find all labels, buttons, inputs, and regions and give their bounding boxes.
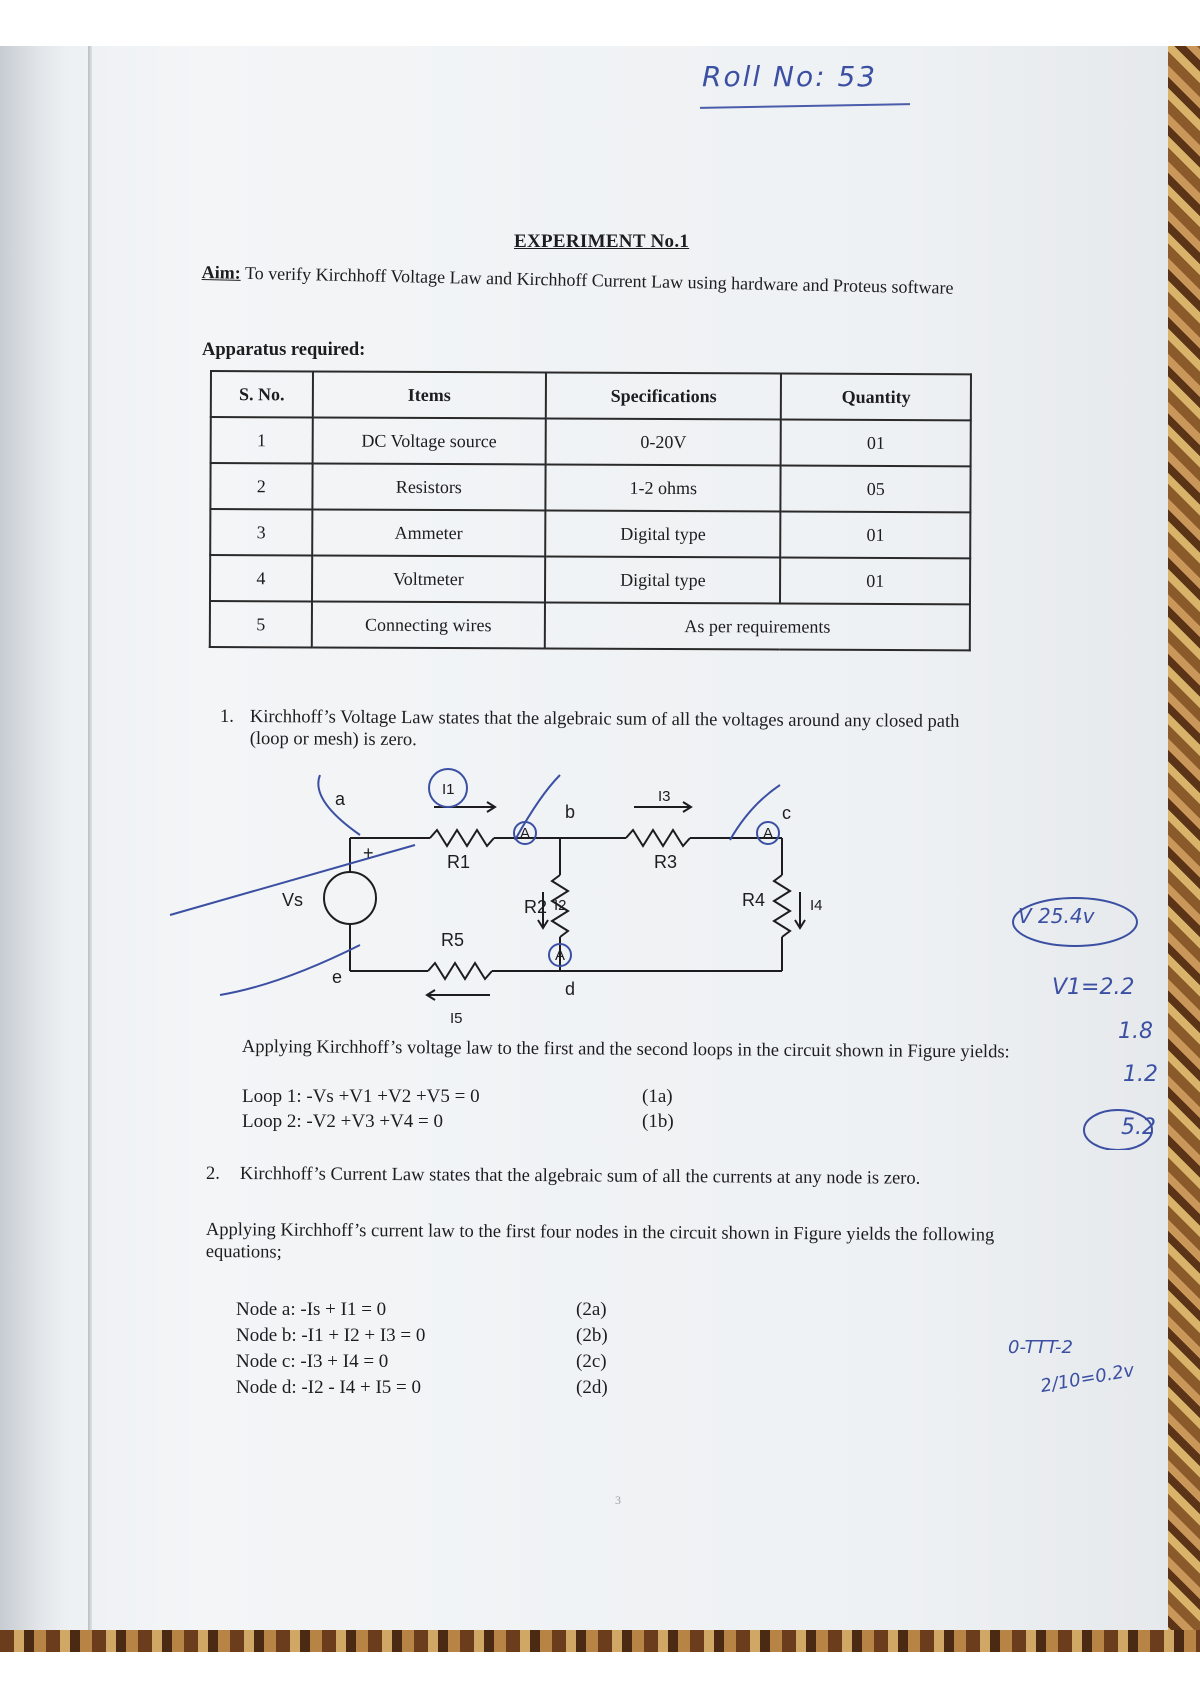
r1-label: R1 <box>447 852 471 872</box>
table-cell: 01 <box>780 557 970 604</box>
node-c-number: (2c) <box>576 1351 607 1372</box>
handwritten-note-vs: V 25.4v <box>1018 904 1095 928</box>
resistor-r1-symbol <box>430 830 494 846</box>
ammeter-label-3: A <box>763 825 774 842</box>
kvl-statement: Kirchhoff’s Voltage Law states that the algebraic sum of all the voltages around any closed path (loop or mesh) is zero. <box>249 707 960 751</box>
current-i4-label: I4 <box>810 897 823 914</box>
table-row <box>210 463 970 512</box>
table-cell: DC Voltage source <box>312 417 546 464</box>
table-cell: 01 <box>781 511 971 558</box>
table-cell: 05 <box>781 465 971 512</box>
table-row <box>210 555 970 604</box>
table-cell: 0-20V <box>546 418 782 465</box>
current-i3-label: I3 <box>658 788 671 805</box>
loop2-number: (1b) <box>642 1111 674 1132</box>
node-b-number: (2b) <box>576 1325 608 1346</box>
handwritten-note-v1: V1=2.2 <box>1052 975 1135 1000</box>
kvl-number: 1. <box>220 707 234 727</box>
table-row <box>210 601 970 650</box>
node-b-equation: Node b: -I1 + I2 + I3 = 0 <box>236 1325 426 1346</box>
table-cell: 4 <box>210 555 312 601</box>
resistor-r3-symbol <box>626 830 690 846</box>
carpet-background-bottom <box>0 1630 1200 1652</box>
handwritten-note-ratio: 2/10=0.2v <box>1038 1359 1136 1398</box>
source-plus-label: + <box>363 843 374 863</box>
current-i2-label: I2 <box>554 897 567 914</box>
handwritten-circle-v5 <box>1084 1110 1152 1150</box>
kcl-number: 2. <box>206 1164 220 1184</box>
node-a-label: a <box>335 789 346 809</box>
current-i5-label: I5 <box>450 1010 463 1027</box>
aim-text: To verify Kirchhoff Voltage Law and Kirchhoff Current Law using hardware and Proteus software <box>240 262 954 298</box>
node-e-label: e <box>332 967 343 987</box>
node-d-number: (2d) <box>576 1377 608 1398</box>
node-c-label: c <box>782 803 791 823</box>
r3-label: R3 <box>654 852 678 872</box>
table-cell: 1 <box>211 417 313 463</box>
node-a-equation: Node a: -Is + I1 = 0 <box>236 1299 387 1320</box>
node-a-number: (2a) <box>576 1299 607 1320</box>
node-d-label: d <box>565 979 576 999</box>
table-cell: 01 <box>781 419 971 466</box>
handwritten-note-v5: 5.2 <box>1121 1115 1156 1140</box>
r4-label: R4 <box>742 890 766 910</box>
aim-label: Aim: <box>201 262 241 283</box>
circuit-diagram <box>160 755 990 1045</box>
table-cell: 5 <box>210 601 312 647</box>
handwritten-note-v3: 1.2 <box>1123 1062 1158 1087</box>
table-cell: Connecting wires <box>311 601 545 648</box>
loop1-equation: Loop 1: -Vs +V1 +V2 +V5 = 0 <box>242 1086 480 1107</box>
header-sno: S. No. <box>211 371 313 417</box>
header-specifications: Specifications <box>546 372 782 419</box>
node-c-equation: Node c: -I3 + I4 = 0 <box>236 1351 389 1372</box>
source-label: Vs <box>282 890 304 910</box>
resistor-r5-symbol <box>428 963 492 979</box>
kcl-statement: Kirchhoff’s Current Law states that the algebraic sum of all the currents at any node is zero. <box>239 1164 921 1189</box>
page-number: 3 <box>615 1493 621 1507</box>
handwritten-roll-number: Roll No: 53 <box>702 60 878 93</box>
loop1-number: (1a) <box>642 1086 673 1107</box>
node-d-equation: Node d: -I2 - I4 + I5 = 0 <box>236 1377 421 1398</box>
header-quantity: Quantity <box>781 373 971 420</box>
node-b-label: b <box>565 802 576 822</box>
table-cell: 3 <box>210 509 312 555</box>
resistor-r4-symbol <box>774 875 790 937</box>
handwritten-note-meter: 0-TTT-2 <box>1008 1337 1074 1358</box>
r5-label: R5 <box>441 930 465 950</box>
handwritten-circles <box>1005 890 1155 1150</box>
experiment-title: EXPERIMENT No.1 <box>514 231 690 252</box>
table-cell: Digital type <box>545 510 781 557</box>
table-header-row <box>211 371 971 420</box>
binding-spine <box>88 46 92 1630</box>
ammeter-label-1: A <box>520 825 531 842</box>
kcl-application-text: Applying Kirchhoff’s current law to the first four nodes in the circuit shown in Figure yields the following equations; <box>205 1220 995 1263</box>
r2-label: R2 <box>524 897 548 917</box>
table-cell: 2 <box>210 463 312 509</box>
table-cell: Resistors <box>312 463 546 510</box>
apparatus-heading: Apparatus required: <box>202 340 366 360</box>
table-row <box>211 417 971 466</box>
table-cell: Ammeter <box>312 509 546 556</box>
table-cell: 1-2 ohms <box>545 464 781 511</box>
loop2-equation: Loop 2: -V2 +V3 +V4 = 0 <box>242 1111 444 1132</box>
handwritten-circle-vs <box>1013 898 1137 946</box>
table-cell-merged: As per requirements <box>545 602 970 650</box>
table-cell: Digital type <box>545 556 781 603</box>
table-row <box>210 509 970 558</box>
ammeter-label-2: A <box>555 947 566 964</box>
kvl-application-text: Applying Kirchhoff’s voltage law to the first and the second loops in the circuit shown in Figure yields: <box>241 1037 1010 1063</box>
source-circle <box>324 872 376 924</box>
apparatus-table <box>209 370 972 651</box>
carpet-background <box>1168 46 1200 1652</box>
handwritten-note-v2: 1.8 <box>1118 1019 1153 1044</box>
current-i1-label: I1 <box>442 781 455 798</box>
header-items: Items <box>312 371 546 418</box>
table-cell: Voltmeter <box>312 555 546 602</box>
